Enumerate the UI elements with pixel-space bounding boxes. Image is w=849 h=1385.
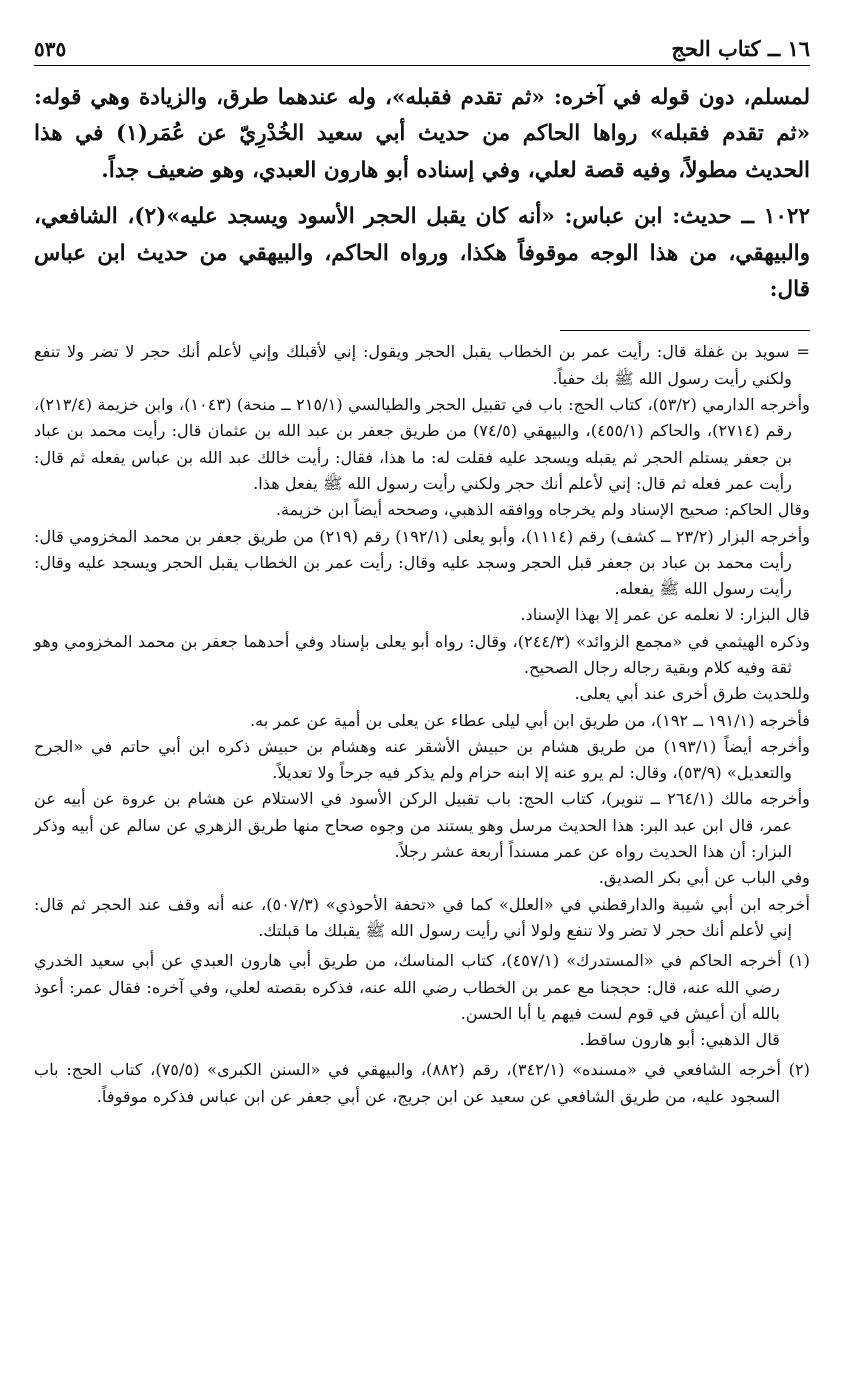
- footnotes: [34, 339, 810, 1110]
- running-header: [34, 36, 810, 66]
- footnote-1-label: (١): [788, 951, 810, 971]
- footnote-paragraph: وللحديث طرق أخرى عند أبي يعلى.: [574, 684, 810, 704]
- footnote-continuation: = سويد بن غفلة قال: رأيت عمر بن الخطاب يقبل الحجر ويقول: إني لأقبلك وإني لأعلم أنك حجر لا تضر ولا تنفع ولكني رأيت رسول الله ﷺ بك حفياً.: [34, 342, 810, 388]
- main-text: [34, 80, 810, 308]
- footnote-paragraph: وأخرجه مالك (٢٦٤/١ ــ تنوير)، كتاب الحج: باب تقبيل الركن الأسود في الاستلام عن هشام بن عروة عن أبيه عن عمر، قال ابن عبد البر: هذا الحديث مرسل وهو يستند من وجوه صحاح منها طريق الزهري عن سالم عن أبيه وذكر البزار: أن هذا الحديث رواه عن عمر مسنداً أربعة عشر رجلاً.: [34, 789, 810, 862]
- footnote-1-text: أخرجه الحاكم في «المستدرك» (٤٥٧/١)، كتاب المناسك، من طريق أبي هارون العبدي عن أبي سعيد الخدري رضي الله عنه، قال: حججنا مع عمر بن الخطاب رضي الله عنه، فذكره بقصته لعلي، وفي آخره: فقال عمر: أعوذ بالله أن أعيش في قوم لست فيهم يا أبا الحسن.: [34, 951, 782, 1023]
- main-paragraph-1: لمسلم، دون قوله في آخره: «ثم تقدم فقبله»، وله عندهما طرق، والزيادة وهي قوله: «ثم تقدم فقبله» رواها الحاكم من حديث أبي سعيد الخُدْرِيّ عن عُمَر(١) في هذا الحديث مطولاً، وفيه قصة لعلي، وفي إسناده أبو هارون العبدي، وهو ضعيف جداً.: [34, 85, 811, 183]
- footnote-paragraph: وقال الحاكم: صحيح الإسناد ولم يخرجاه ووافقه الذهبي، وصححه أيضاً ابن خزيمة.: [275, 500, 810, 520]
- footnote-paragraph: وفي الباب عن أبي بكر الصديق.: [598, 868, 810, 888]
- footnote-paragraph: وأخرجه الدارمي (٥٣/٢)، كتاب الحج: باب في تقبيل الحجر والطيالسي (٢١٥/١ ــ منحة) (١٠٤٣)، وابن خزيمة (٢١٣/٤)، رقم (٢٧١٤)، والحاكم (٤٥٥/١)، والبيهقي (٧٤/٥) من طريق جعفر بن عبد الله بن عثمان قال: رأيت محمد بن عباد بن جعفر يستلم الحجر ثم يقبله ويسجد عليه فقلت له: ما هذا، فقال: رأيت خالك عبد الله بن عباس يفعله ثم قال: رأيت عمر فعله ثم قال: إني لأعلم أنك حجر ولكني رأيت رسول الله ﷺ يفعل هذا.: [34, 395, 810, 493]
- main-paragraph-2: [34, 199, 810, 308]
- footnote-separator: [560, 330, 810, 331]
- document-page: [34, 36, 810, 1110]
- hadith-number: ١٠٢٢: [763, 204, 810, 230]
- footnote-paragraph: قال البزار: لا نعلمه عن عمر إلا بهذا الإسناد.: [520, 605, 810, 625]
- footnote-2: [34, 1057, 810, 1110]
- chapter-title: ١٦ ــ كتاب الحج: [671, 36, 810, 61]
- footnote-2-text: أخرجه الشافعي في «مسنده» (٣٤٢/١)، رقم (٨٨٢)، والبيهقي في «السنن الكبرى» (٧٥/٥)، كتاب الحج: باب السجود عليه، من طريق الشافعي عن سعيد عن ابن جريج، عن أبي جعفر عن ابن عباس فذكره موقوفاً.: [34, 1060, 781, 1106]
- footnote-paragraph: فأخرجه (١٩١/١ ــ ١٩٢)، من طريق ابن أبي ليلى عطاء عن يعلى بن أمية عن عمر به.: [249, 710, 810, 730]
- footnote-paragraph: أخرجه ابن أبي شيبة والدارقطني في «العلل» كما في «تحفة الأحوذي» (٥٠٧/٣)، عنه أنه وقف عند الحجر ثم قال: إني لأعلم أنك حجر لا تضر ولا تنفع ولولا أني رأيت رسول الله ﷺ يقبلك ما قبلتك.: [34, 894, 810, 940]
- footnote-paragraph: وأخرجه أيضاً (١٩٣/١) من طريق هشام بن حبيش الأشقر عنه وهشام بن حبيش ذكره ابن أبي حاتم في «الجرح والتعديل» (٥٣/٩)، وقال: لم يرو عنه إلا ابنه حزام ولم يذكر فيه جرحاً ولا تعديلاً.: [34, 736, 810, 783]
- footnote-2-label: (٢): [788, 1060, 810, 1080]
- footnote-1: [34, 948, 810, 1027]
- footnote-paragraph: وذكره الهيثمي في «مجمع الزوائد» (٢٤٤/٣)، وقال: رواه أبو يعلى بإسناد وفي أحدهما جعفر بن محمد المخزومي وهو ثقة وفيه كلام وبقية رجاله رجال الصحيح.: [34, 631, 810, 677]
- footnote-paragraph: وأخرجه البزار (٢٣/٢ ــ كشف) رقم (١١١٤)، وأبو يعلى (١٩٢/١) رقم (٢١٩) من طريق جعفر بن محمد المخزومي قال: رأيت محمد بن عباد بن جعفر قبل الحجر وسجد عليه وقال: رأيت عمر بن الخطاب يقبل الحجر ويسجد عليه وقال: رأيت رسول الله ﷺ يفعله.: [34, 526, 811, 599]
- page-number: ٥٣٥: [34, 37, 67, 61]
- footnote-1-note: قال الذهبي: أبو هارون ساقط.: [579, 1030, 780, 1050]
- hadith-text: ــ حديث: ابن عباس: «أنه كان يقبل الحجر الأسود ويسجد عليه»(٢)، الشافعي، والبيهقي، من هذا الوجه موقوفاً هكذا، ورواه الحاكم، والبيهقي من حديث ابن عباس قال:: [34, 204, 810, 303]
